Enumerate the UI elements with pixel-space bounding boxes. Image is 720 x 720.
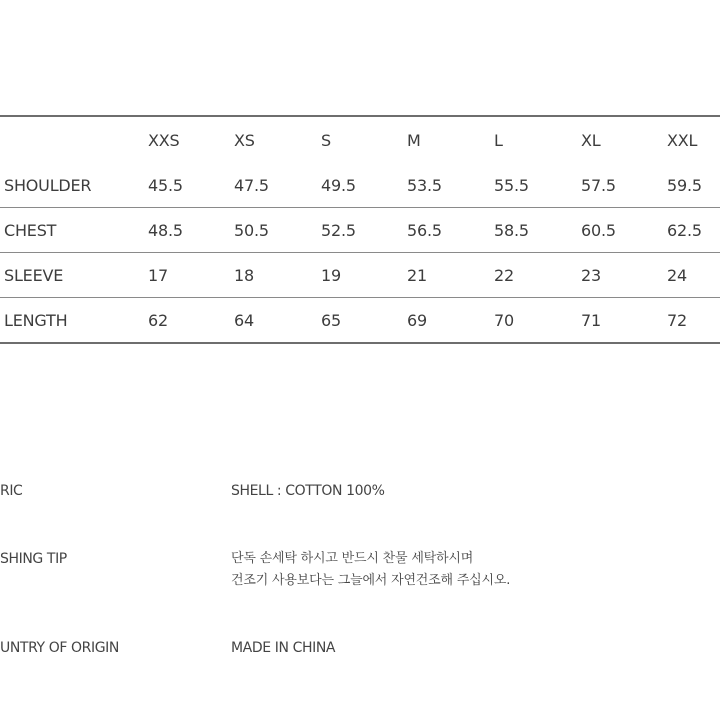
- row-label-length: LENGTH: [4, 310, 68, 330]
- table-cell: 49.5: [321, 175, 356, 195]
- size-header-m: M: [407, 130, 421, 150]
- table-cell: 47.5: [234, 175, 269, 195]
- size-header-xxl: XXL: [667, 130, 698, 150]
- table-row: [0, 253, 720, 298]
- table-cell: 48.5: [148, 220, 183, 240]
- table-cell: 19: [321, 265, 341, 285]
- size-header-row: [0, 117, 720, 163]
- table-cell: 52.5: [321, 220, 356, 240]
- table-cell: 57.5: [581, 175, 616, 195]
- table-cell: 64: [234, 310, 254, 330]
- size-header-l: L: [494, 130, 503, 150]
- size-table: [0, 115, 720, 344]
- table-cell: 18: [234, 265, 254, 285]
- table-cell: 69: [407, 310, 427, 330]
- size-header-xl: XL: [581, 130, 601, 150]
- table-cell: 56.5: [407, 220, 442, 240]
- fabric-value: SHELL : COTTON 100%: [231, 483, 385, 499]
- table-cell: 55.5: [494, 175, 529, 195]
- size-header-xs: XS: [234, 130, 255, 150]
- table-cell: 45.5: [148, 175, 183, 195]
- table-cell: 71: [581, 310, 601, 330]
- table-cell: 50.5: [234, 220, 269, 240]
- table-cell: 72: [667, 310, 687, 330]
- row-label-sleeve: SLEEVE: [4, 265, 64, 285]
- table-cell: 60.5: [581, 220, 616, 240]
- row-label-shoulder: SHOULDER: [4, 175, 92, 195]
- origin-label: UNTRY OF ORIGIN: [0, 640, 119, 656]
- table-cell: 17: [148, 265, 168, 285]
- table-cell: 59.5: [667, 175, 702, 195]
- table-cell: 21: [407, 265, 427, 285]
- table-cell: 53.5: [407, 175, 442, 195]
- table-row: [0, 298, 720, 342]
- size-header-s: S: [321, 130, 331, 150]
- table-cell: 23: [581, 265, 601, 285]
- washing-tip-label: SHING TIP: [0, 551, 67, 567]
- table-cell: 65: [321, 310, 341, 330]
- table-cell: 24: [667, 265, 687, 285]
- table-row: [0, 163, 720, 208]
- washing-tip-line-2: 건조기 사용보다는 그늘에서 자연건조해 주십시오.: [231, 573, 511, 588]
- table-cell: 70: [494, 310, 514, 330]
- size-header-xxs: XXS: [148, 130, 180, 150]
- fabric-label: RIC: [0, 483, 23, 499]
- table-cell: 22: [494, 265, 514, 285]
- table-cell: 62.5: [667, 220, 702, 240]
- table-row: [0, 208, 720, 253]
- table-cell: 62: [148, 310, 168, 330]
- washing-tip-line-1: 단독 손세탁 하시고 반드시 찬물 세탁하시며: [231, 551, 474, 566]
- origin-value: MADE IN CHINA: [231, 640, 336, 656]
- row-label-chest: CHEST: [4, 220, 57, 240]
- table-cell: 58.5: [494, 220, 529, 240]
